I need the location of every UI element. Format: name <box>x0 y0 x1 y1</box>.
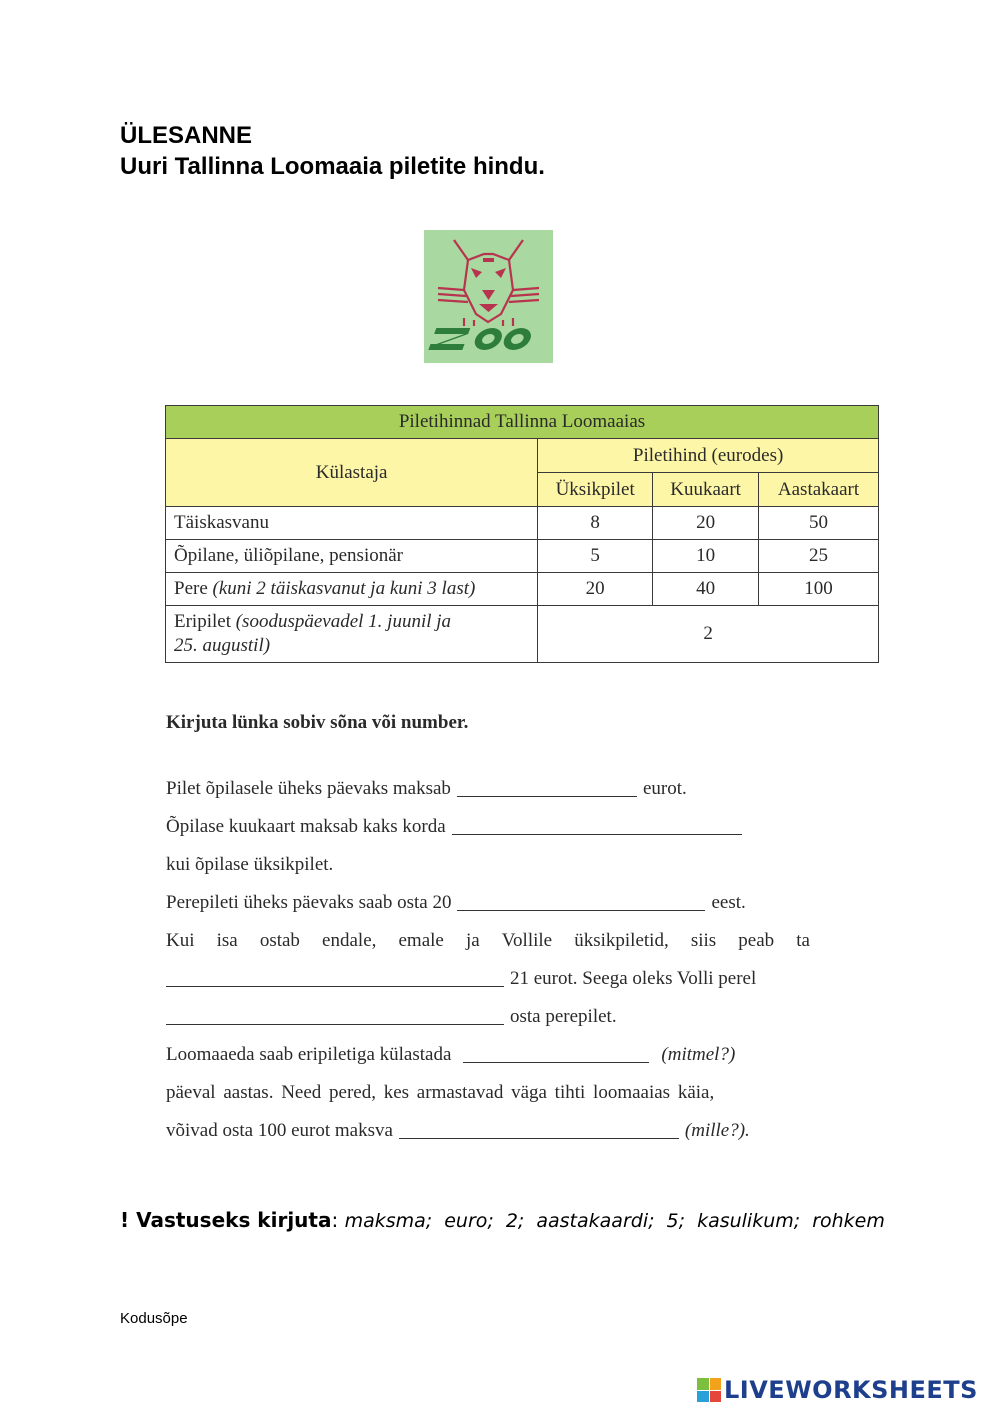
exercise-line <box>166 884 810 922</box>
row-note: (sooduspäevadel 1. juunil ja <box>235 611 452 632</box>
table-cell: 8 <box>538 507 653 540</box>
answer-hint <box>120 1208 885 1232</box>
line-word: ta <box>796 930 810 951</box>
exercise-line <box>166 1074 810 1112</box>
row-label: Õpilane, üliõpilane, pensionär <box>166 540 538 573</box>
heading-title: ÜLESANNE <box>120 122 253 149</box>
row-label: Pere <box>174 578 208 599</box>
table-cell: 2 <box>538 606 879 663</box>
column-header-single: Üksikpilet <box>538 473 653 507</box>
zoo-lynx-logo-icon <box>424 230 553 363</box>
answer-word-list: maksma; euro; 2; aastakaardi; 5; kasulikum; rohkem <box>344 1210 885 1232</box>
table-cell: 10 <box>653 540 759 573</box>
line-word: peab <box>738 930 775 951</box>
table-cell: 25 <box>759 540 879 573</box>
row-note: (kuni 2 täiskasvanut ja kuni 3 last) <box>212 578 476 599</box>
price-column-header: Piletihind (eurodes) <box>538 439 879 473</box>
line-word: üksikpiletid, <box>574 930 669 951</box>
exercise-line <box>166 922 810 960</box>
fill-in-exercise <box>166 712 810 1150</box>
visitor-column-header: Külastaja <box>166 439 538 507</box>
exercise-line <box>166 998 810 1036</box>
table-row <box>166 606 879 663</box>
line-text: Õpilase kuukaart maksab kaks korda <box>166 816 446 837</box>
line-text: kui õpilase üksikpilet. <box>166 854 334 875</box>
answer-blank[interactable] <box>166 998 504 1025</box>
row-note: 25. augustil) <box>174 635 271 656</box>
line-text: Pilet õpilasele üheks päevaks maksab <box>166 778 451 799</box>
answer-blank[interactable] <box>166 960 504 987</box>
line-word: Vollile <box>501 930 553 951</box>
line-word: ostab <box>259 930 300 951</box>
exercise-line <box>166 808 810 846</box>
line-text: (mitmel?) <box>661 1044 736 1065</box>
answer-hint-colon: : <box>331 1208 339 1232</box>
answer-blank[interactable] <box>463 1036 649 1063</box>
liveworksheets-wordmark: LIVEWORKSHEETS <box>724 1376 978 1404</box>
line-word: Kui <box>166 930 195 951</box>
column-header-year: Aastakaart <box>759 473 879 507</box>
line-text: Loomaaeda saab eripiletiga külastada <box>166 1044 452 1065</box>
row-label: Eripilet <box>174 611 231 632</box>
line-text: võivad osta 100 eurot maksva <box>166 1120 393 1141</box>
line-text: osta perepilet. <box>510 1006 617 1027</box>
column-header-month: Kuukaart <box>653 473 759 507</box>
exercise-line <box>166 960 810 998</box>
liveworksheets-logo-icon <box>697 1378 721 1402</box>
line-word: ja <box>465 930 480 951</box>
answer-hint-label: ! Vastuseks kirjuta <box>120 1208 332 1232</box>
ticket-price-table <box>165 405 879 663</box>
table-row <box>166 540 879 573</box>
table-title: Piletihinnad Tallinna Loomaaias <box>166 406 879 439</box>
heading-subtitle: Uuri Tallinna Loomaaia piletite hindu. <box>120 153 545 180</box>
row-label-cell <box>166 573 538 606</box>
exercise-line <box>166 1112 810 1150</box>
liveworksheets-brand <box>697 1376 978 1404</box>
row-label-cell <box>166 606 538 663</box>
line-word: siis <box>690 930 717 951</box>
answer-blank[interactable] <box>452 808 742 835</box>
table-cell: 40 <box>653 573 759 606</box>
line-text: (mille?). <box>684 1120 750 1141</box>
table-cell: 100 <box>759 573 879 606</box>
footer-text: Kodusõpe <box>120 1310 188 1327</box>
line-word: endale, <box>322 930 377 951</box>
table-cell: 50 <box>759 507 879 540</box>
answer-blank[interactable] <box>457 770 637 797</box>
row-label: Täiskasvanu <box>166 507 538 540</box>
line-word: emale <box>398 930 444 951</box>
exercise-title: Kirjuta lünka sobiv sõna või number. <box>166 712 469 733</box>
exercise-line <box>166 846 810 884</box>
line-text: päeval aastas. Need pered, kes armastavad väga tihti loomaaias käia, <box>166 1082 715 1103</box>
page-heading <box>120 120 545 182</box>
answer-blank[interactable] <box>457 884 705 911</box>
table-row <box>166 507 879 540</box>
line-text: eurot. <box>642 778 687 799</box>
table-cell: 20 <box>538 573 653 606</box>
table-cell: 20 <box>653 507 759 540</box>
table-cell: 5 <box>538 540 653 573</box>
line-word: isa <box>216 930 238 951</box>
line-text: eest. <box>711 892 746 913</box>
exercise-line <box>166 770 810 808</box>
line-text: 21 eurot. Seega oleks Volli perel <box>510 968 757 989</box>
exercise-line <box>166 1036 810 1074</box>
line-text: Perepileti üheks päevaks saab osta 20 <box>166 892 452 913</box>
answer-blank[interactable] <box>399 1112 679 1139</box>
table-row <box>166 573 879 606</box>
